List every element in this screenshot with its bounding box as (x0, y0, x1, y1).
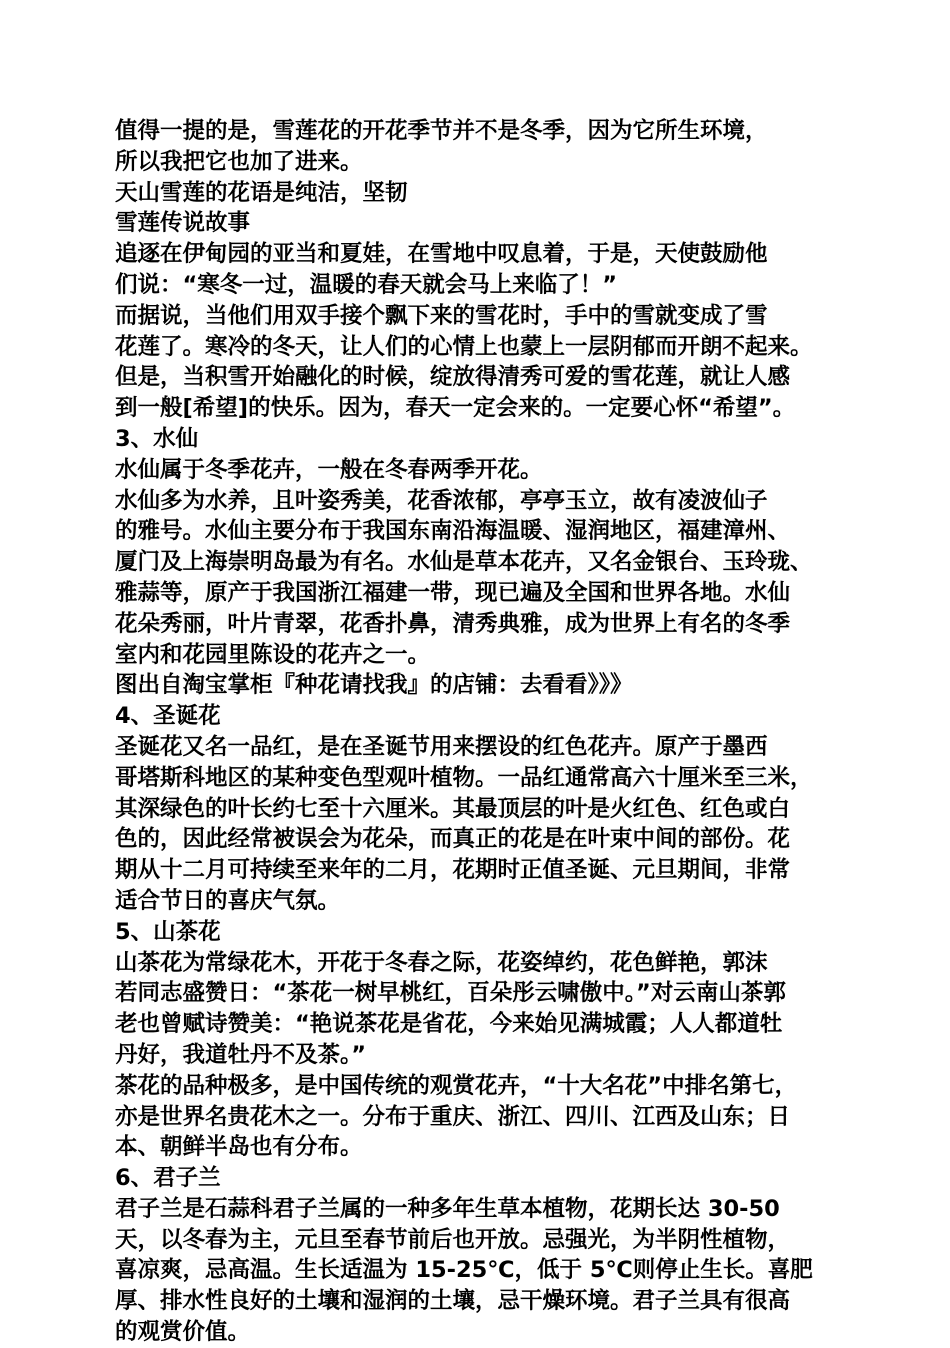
text-line: 到一般[希望]的快乐。因为，春天一定会来的。一定要心怀“希望”。 (115, 395, 796, 422)
text-line: 天，以冬春为主，元旦至春节前后也开放。忌强光，为半阴性植物， (115, 1226, 791, 1253)
text-line: 老也曾赋诗赞美：“艳说茶花是省花，今来始见满城霞；人人都道牡 (115, 1011, 783, 1038)
text-line: 水仙多为水养，且叶姿秀美，花香浓郁，亭亭玉立，故有凌波仙子 (115, 487, 768, 514)
text-line: 水仙属于冬季花卉，一般在冬春两季开花。 (115, 456, 543, 483)
text-line: 适合节日的喜庆气氛。 (115, 887, 341, 914)
text-line: 厦门及上海崇明岛最为有名。水仙是草本花卉，又名金银台、玉玲珑、 (115, 549, 813, 576)
text-line: 其深绿色的叶长约七至十六厘米。其最顶层的叶是火红色、红色或白 (115, 795, 791, 822)
text-line: 雅蒜等，原产于我国浙江福建一带，现已遍及全国和世界各地。水仙 (115, 579, 791, 606)
text-line: 所以我把它也加了进来。 (115, 148, 363, 175)
text-line: 但是，当积雪开始融化的时候，绽放得清秀可爱的雪花莲，就让人感 (115, 364, 791, 391)
text-line: 追逐在伊甸园的亚当和夏娃，在雪地中叹息着，于是，天使鼓励他 (115, 241, 768, 268)
text-line: 期从十二月可持续至来年的二月，花期时正值圣诞、元旦期间，非常 (115, 857, 791, 884)
text-line: 而据说，当他们用双手接个飘下来的雪花时，手中的雪就变成了雪 (115, 302, 768, 329)
text-line: 的观赏价值。 (115, 1319, 251, 1346)
text-line: 厚、排水性良好的土壤和湿润的土壤，忌干燥环境。君子兰具有很高 (115, 1288, 791, 1315)
text-line: 们说：“寒冬一过，温暖的春天就会马上来临了！” (115, 271, 618, 298)
text-line: 花莲了。寒冷的冬天，让人们的心情上也蒙上一层阴郁而开朗不起来。 (115, 333, 813, 360)
text-line: 圣诞花又名一品红，是在圣诞节用来摆设的红色花卉。原产于墨西 (115, 733, 768, 760)
text-line: 图出自淘宝掌柜『种花请找我』的店铺：去看看》》》 (115, 672, 633, 699)
text-line: 君子兰是石蒜科君子兰属的一种多年生草本植物，花期长达 30-50 (115, 1195, 780, 1222)
section-heading: 雪莲传说故事 (115, 210, 251, 237)
text-line: 山茶花为常绿花木，开花于冬春之际，花姿绰约，花色鲜艳，郭沫 (115, 949, 768, 976)
text-line: 丹好，我道牡丹不及茶。” (115, 1041, 367, 1068)
text-line: 哥塔斯科地区的某种变色型观叶植物。一品红通常高六十厘米至三米， (115, 764, 813, 791)
text-line: 色的，因此经常被误会为花朵，而真正的花是在叶束中间的部份。花 (115, 826, 791, 853)
text-line: 喜凉爽，忌高温。生长适温为 15-25℃，低于 5℃则停止生长。喜肥 (115, 1257, 813, 1284)
text-line: 花朵秀丽，叶片青翠，花香扑鼻，清秀典雅，成为世界上有名的冬季 (115, 610, 791, 637)
text-line: 天山雪莲的花语是纯洁，坚韧 (115, 179, 408, 206)
section-heading: 5、山茶花 (115, 918, 221, 945)
text-line: 茶花的品种极多，是中国传统的观赏花卉，“十大名花”中排名第七， (115, 1072, 798, 1099)
text-line: 若同志盛赞日：“茶花一树早桃红，百朵彤云啸傲中。”对云南山茶郭 (115, 980, 786, 1007)
section-heading: 4、圣诞花 (115, 703, 221, 730)
text-line: 的雅号。水仙主要分布于我国东南沿海温暖、湿润地区，福建漳州、 (115, 518, 791, 545)
text-line: 本、朝鲜半岛也有分布。 (115, 1134, 363, 1161)
text-line: 值得一提的是，雪莲花的开花季节并不是冬季，因为它所生环境， (115, 118, 768, 144)
section-heading: 6、君子兰 (115, 1165, 221, 1192)
section-heading: 3、水仙 (115, 425, 199, 452)
text-line: 亦是世界名贵花木之一。分布于重庆、浙江、四川、江西及山东；日 (115, 1103, 791, 1130)
document-body (115, 116, 845, 1348)
text-line: 室内和花园里陈设的花卉之一。 (115, 641, 431, 668)
